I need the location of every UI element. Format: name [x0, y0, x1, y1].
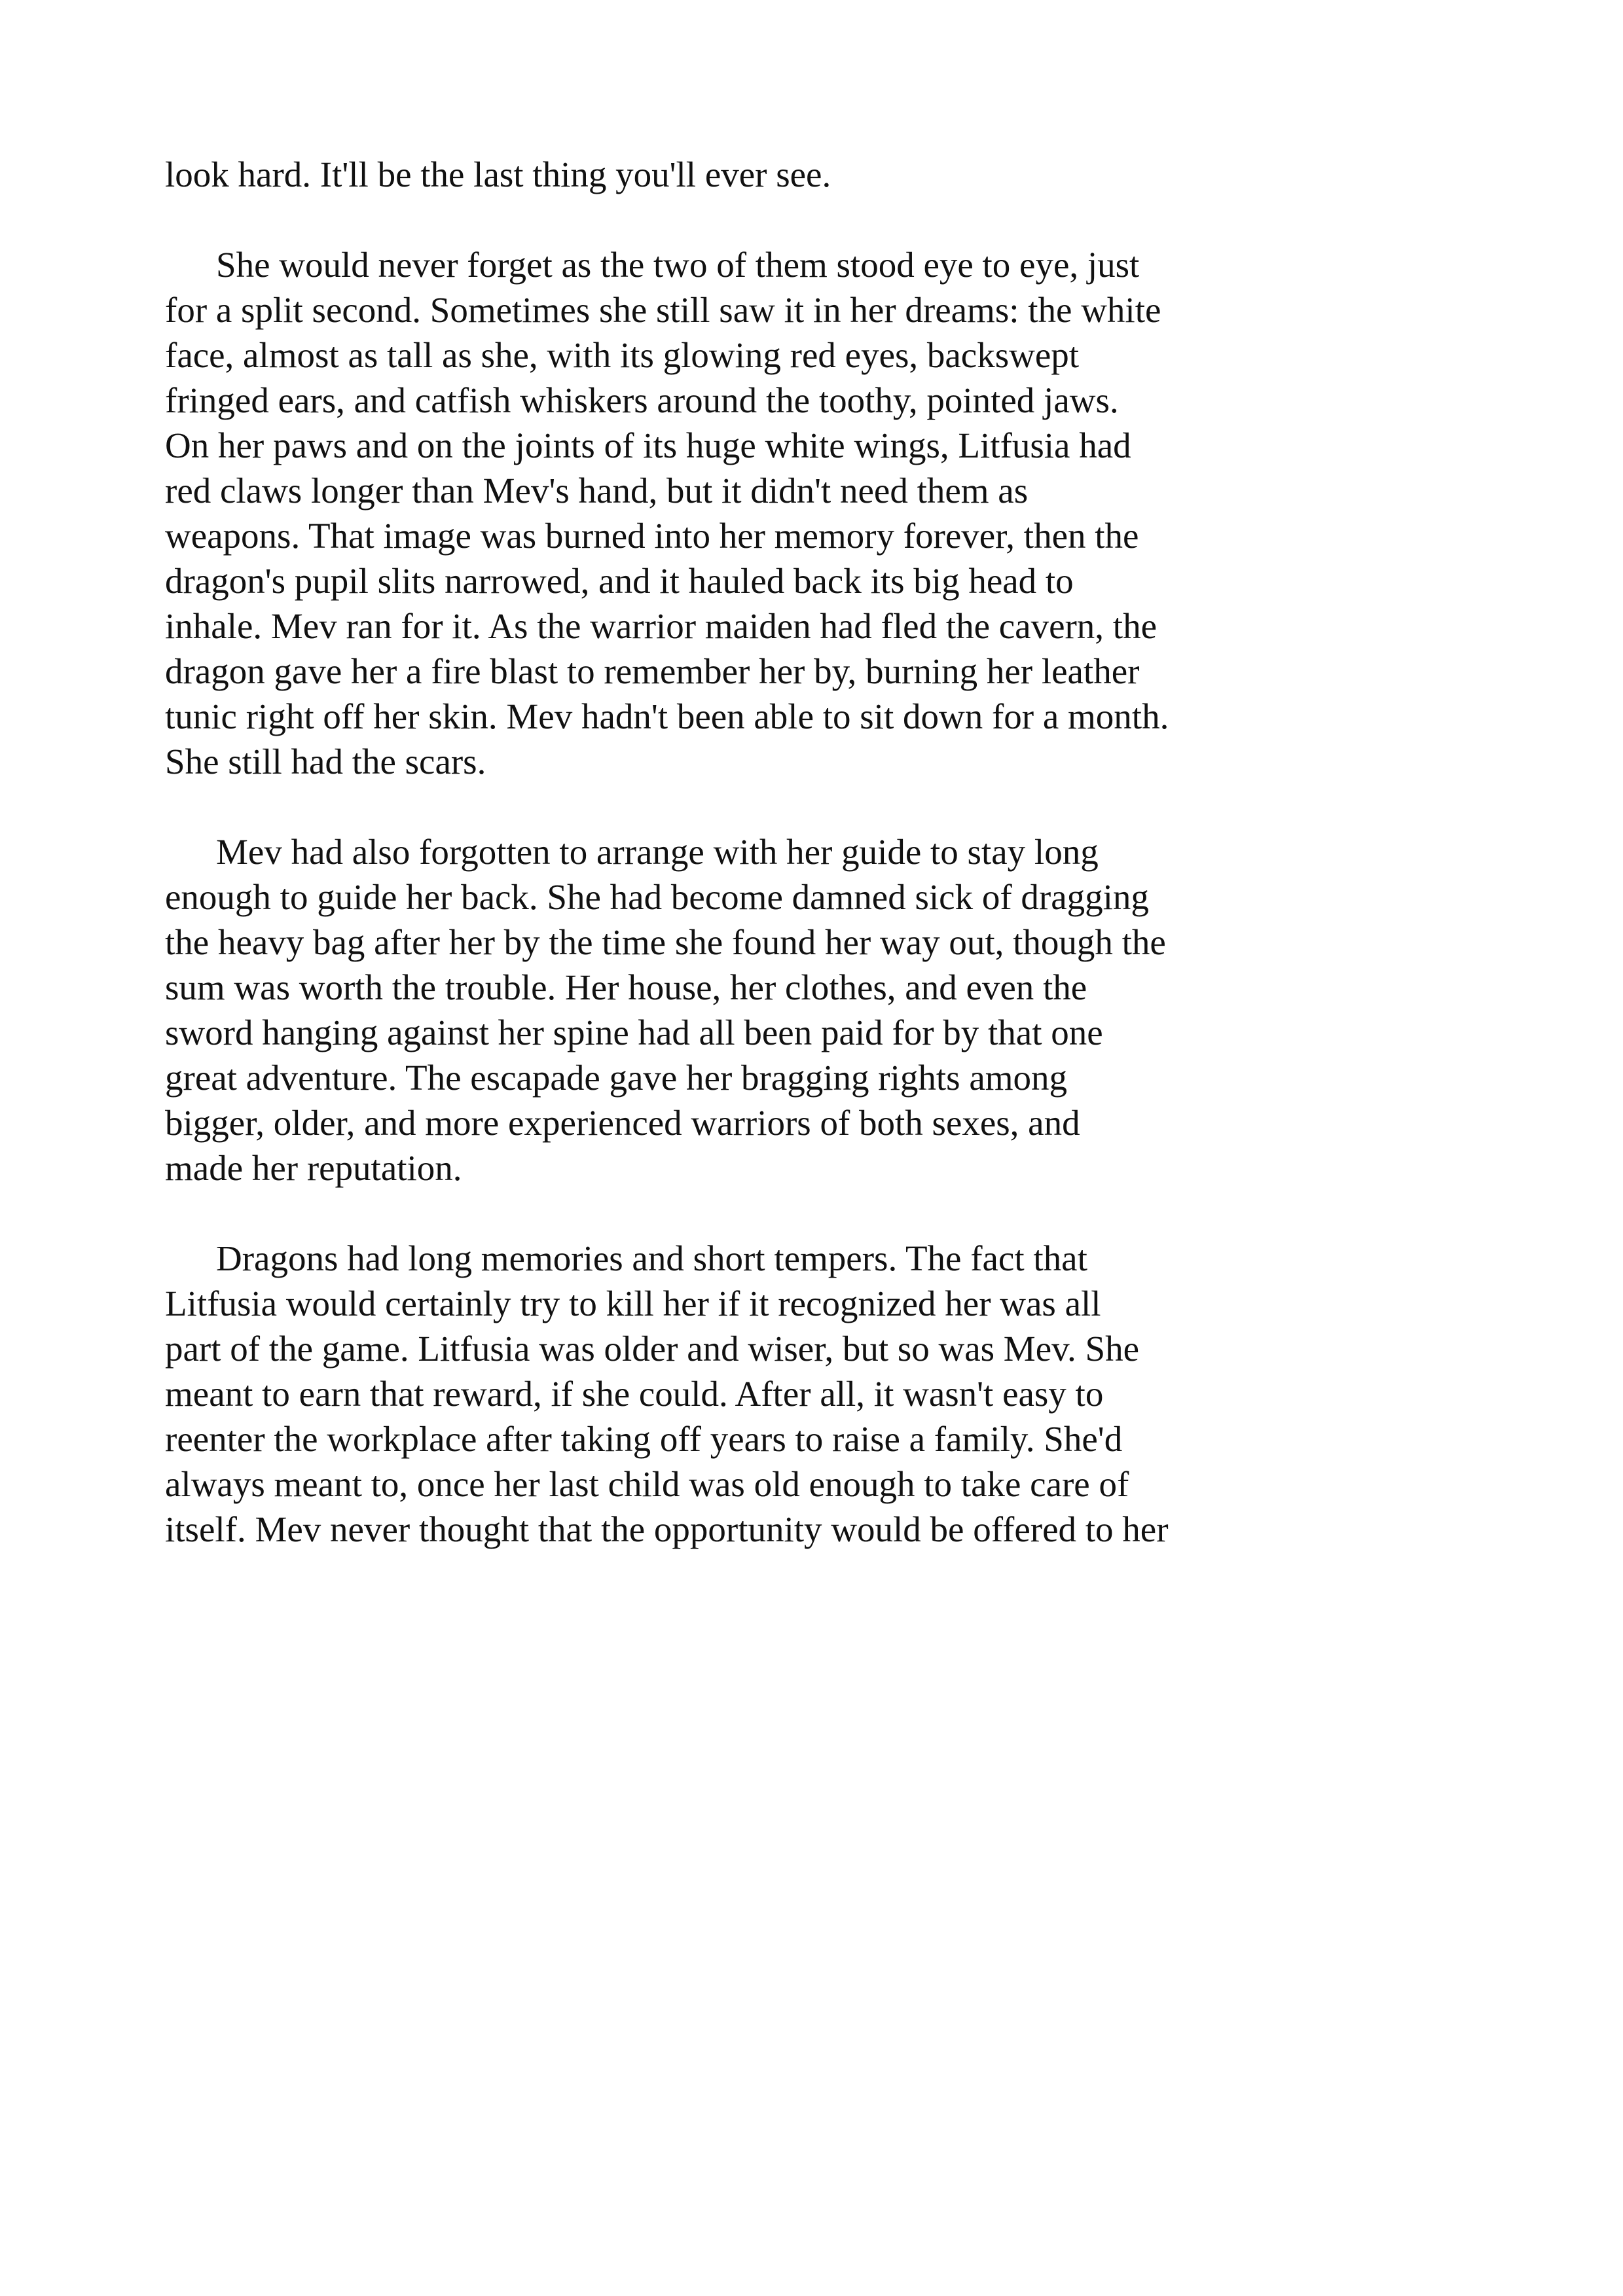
text-line: red claws longer than Mev's hand, but it didn't need them as	[165, 471, 1029, 511]
text-line: weapons. That image was burned into her memory forever, then the	[165, 516, 1139, 556]
text-line: itself. Mev never thought that the opportunity would be offered to her	[165, 1509, 1169, 1549]
text-line: the heavy bag after her by the time she found her way out, though the	[165, 922, 1166, 962]
text-line: face, almost as tall as she, with its glowing red eyes, backswept	[165, 335, 1080, 375]
text-line: She would never forget as the two of them stood eye to eye, just	[216, 245, 1140, 285]
text-line: inhale. Mev ran for it. As the warrior maiden had fled the cavern, the	[165, 606, 1157, 646]
text-line: dragon's pupil slits narrowed, and it hauled back its big head to	[165, 561, 1074, 601]
text-line: look hard. It'll be the last thing you'll ever see.	[165, 154, 831, 194]
text-line: always meant to, once her last child was old enough to take care of	[165, 1464, 1129, 1504]
text-line: part of the game. Litfusia was older and wiser, but so was Mev. She	[165, 1329, 1140, 1369]
text-line: sword hanging against her spine had all been paid for by that one	[165, 1013, 1103, 1052]
text-line: Mev had also forgotten to arrange with her guide to stay long	[216, 832, 1099, 872]
text-line: She still had the scars.	[165, 742, 486, 781]
text-line: great adventure. The escapade gave her bragging rights among	[165, 1058, 1068, 1098]
text-line: fringed ears, and catfish whiskers around the toothy, pointed jaws.	[165, 380, 1119, 420]
text-line: Litfusia would certainly try to kill her if it recognized her was all	[165, 1283, 1101, 1323]
text-line: sum was worth the trouble. Her house, her clothes, and even the	[165, 967, 1087, 1007]
paragraph-4	[165, 1236, 1370, 1552]
text-line: Dragons had long memories and short tempers. The fact that	[216, 1238, 1087, 1278]
text-line: meant to earn that reward, if she could. After all, it wasn't easy to	[165, 1374, 1104, 1414]
text-line: made her reputation.	[165, 1148, 462, 1188]
text-line: On her paws and on the joints of its huge white wings, Litfusia had	[165, 425, 1131, 465]
text-line: for a split second. Sometimes she still saw it in her dreams: the white	[165, 290, 1161, 330]
paragraph-2	[165, 242, 1370, 784]
paragraph-3	[165, 829, 1370, 1191]
text-line: reenter the workplace after taking off years to raise a family. She'd	[165, 1419, 1123, 1459]
text-line: dragon gave her a fire blast to remember her by, burning her leather	[165, 651, 1140, 691]
text-line: bigger, older, and more experienced warriors of both sexes, and	[165, 1103, 1080, 1143]
paragraph-1	[165, 152, 1370, 197]
body-text	[165, 152, 1370, 1597]
text-line: enough to guide her back. She had become damned sick of dragging	[165, 877, 1149, 917]
text-line: tunic right off her skin. Mev hadn't been able to sit down for a month.	[165, 696, 1169, 736]
